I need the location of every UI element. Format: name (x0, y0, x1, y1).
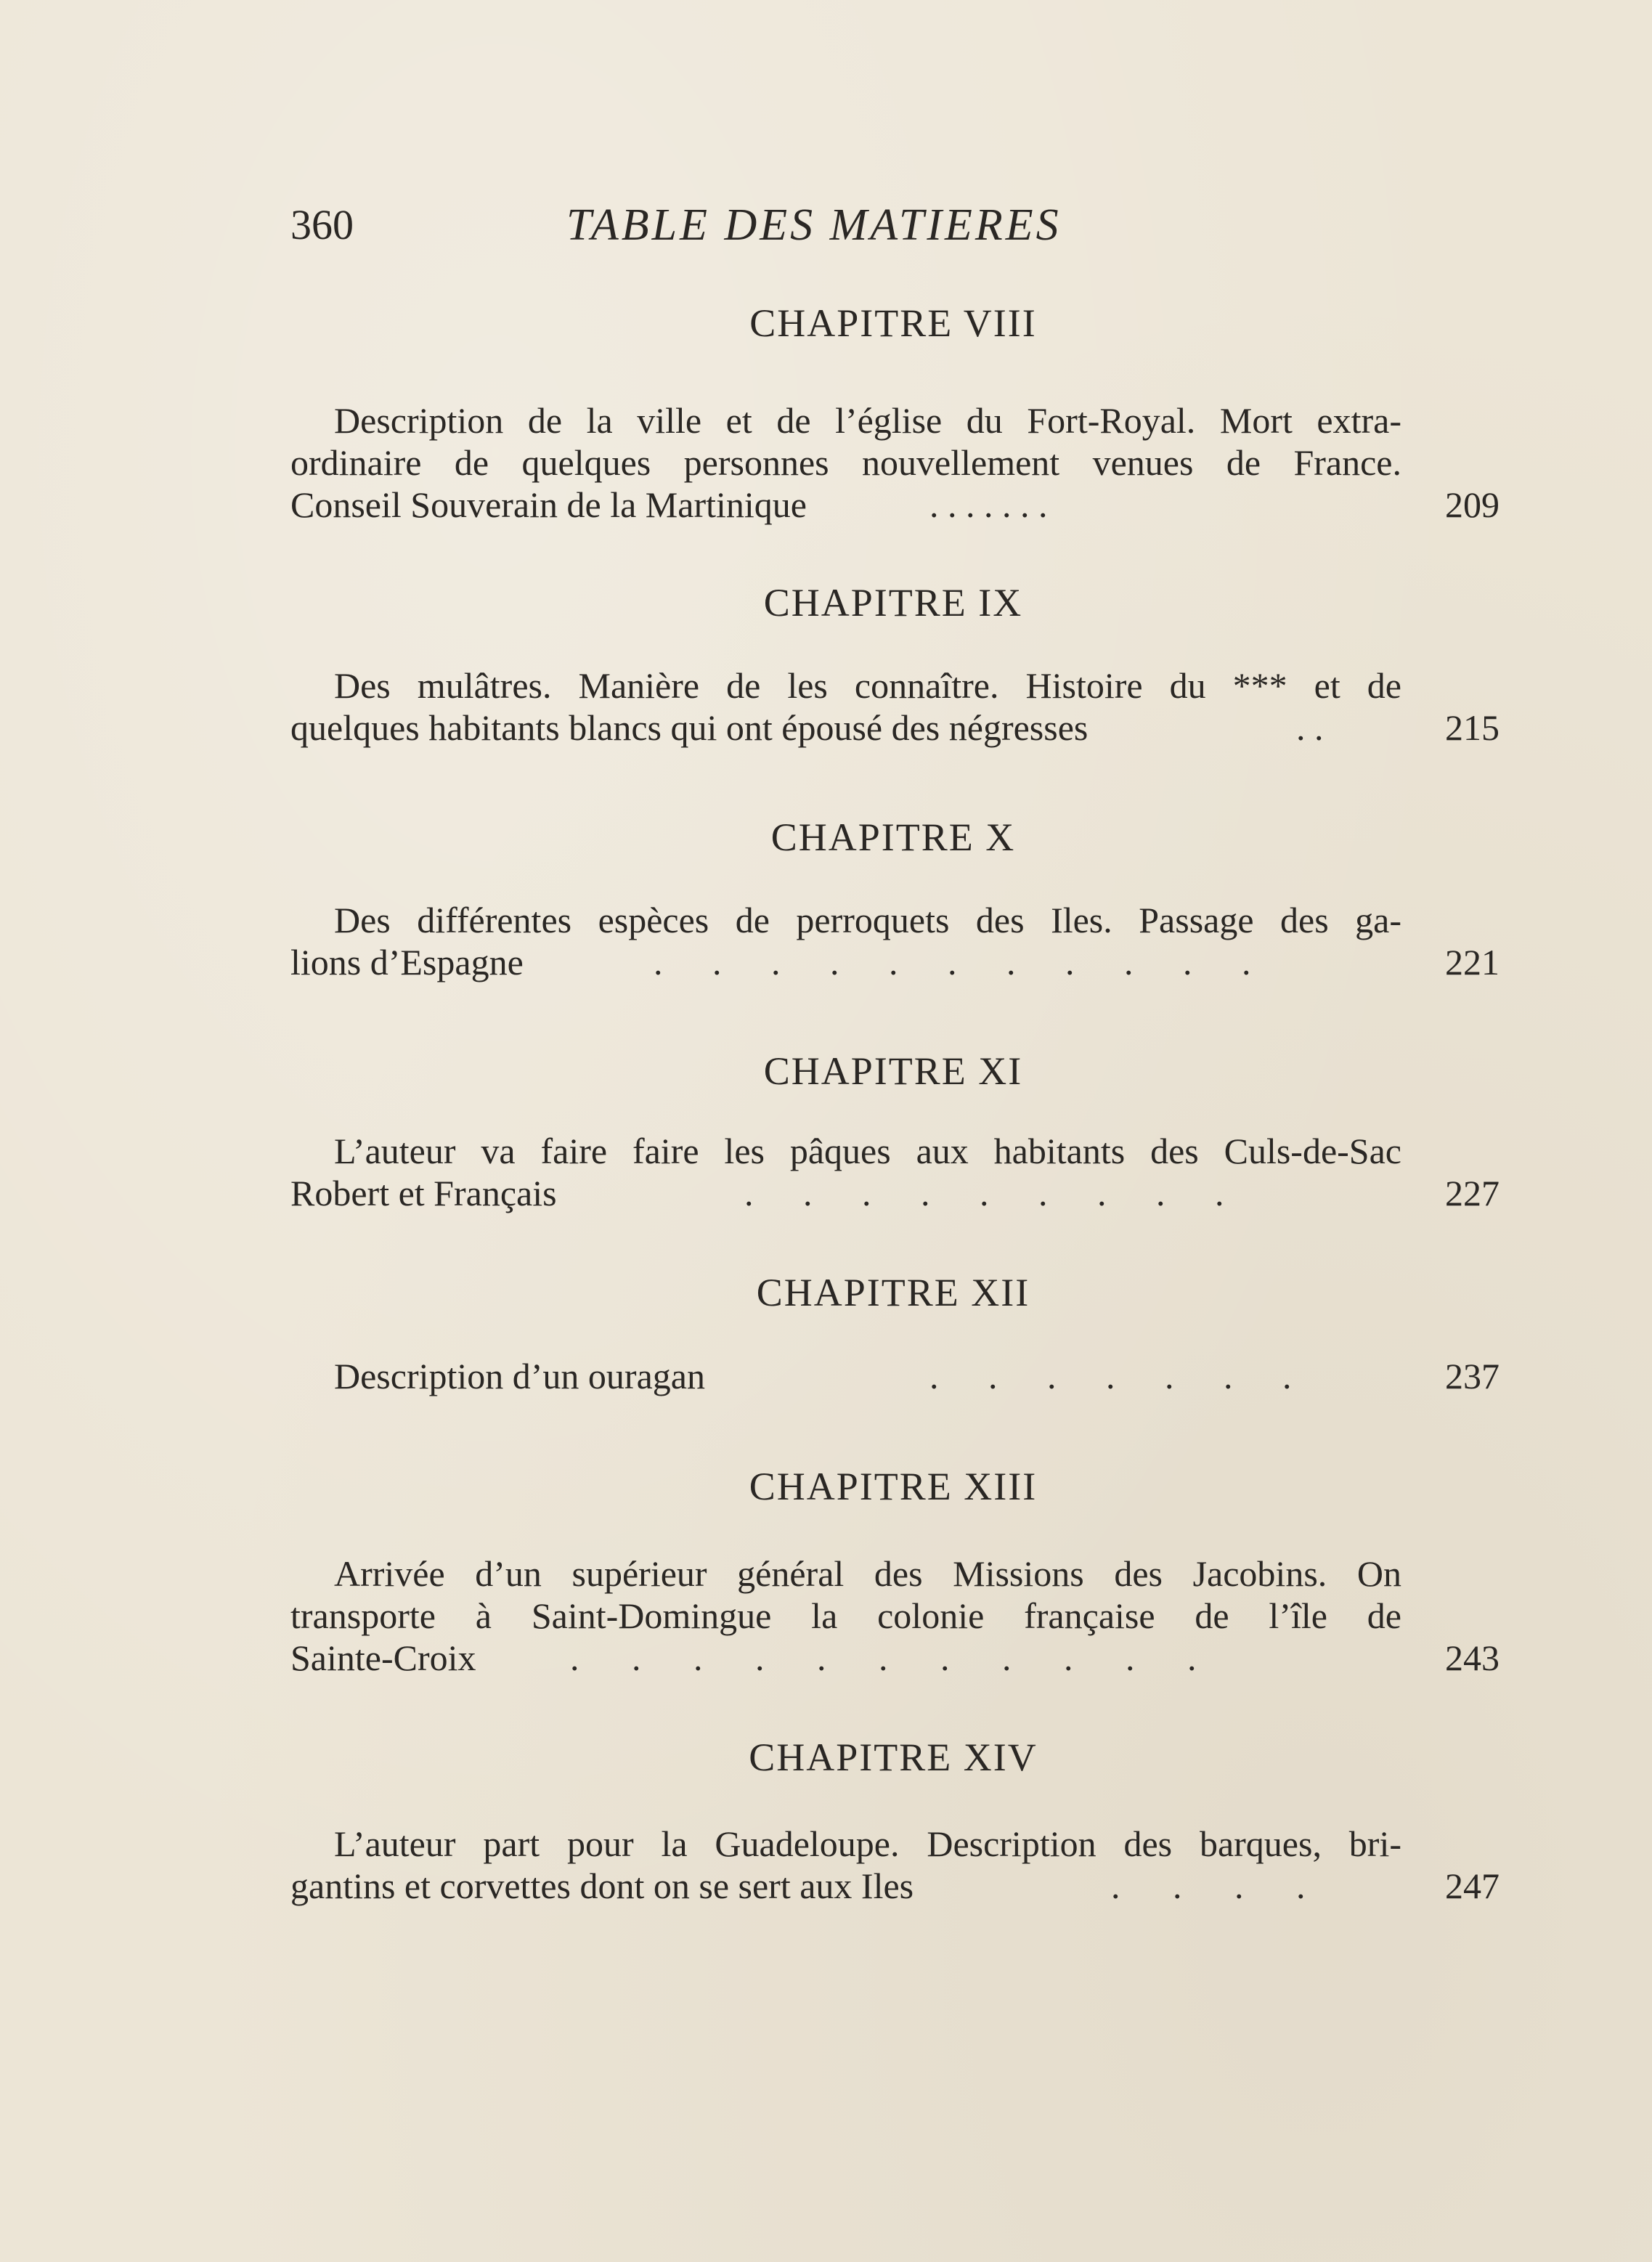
chapter-heading: CHAPITRE IX (763, 581, 1023, 625)
entry-line-last (290, 1637, 1500, 1679)
entry-line-last (290, 484, 1500, 526)
chapter-heading: CHAPITRE XI (763, 1049, 1023, 1093)
dot-leader: . . . . . . . (929, 484, 1048, 525)
entry-line: L’auteur va faire faire les pâques aux habitants des Culs-de-Sac (334, 1131, 1401, 1171)
entry-line-last (290, 941, 1500, 983)
page-reference: 247 (1445, 1866, 1500, 1906)
entry-line: L’auteur part pour la Guadeloupe. Description des barques, bri- (334, 1823, 1401, 1864)
entry-line: Description de la ville et de l’église du Fort-Royal. Mort extra- (334, 400, 1401, 441)
page-reference: 237 (1445, 1356, 1500, 1396)
dot-leader: . . . . . . . . . . . (570, 1637, 1218, 1678)
entry-text: quelques habitants blancs qui ont épousé des négresses (290, 707, 1089, 748)
entry-text: lions d’Espagne (290, 942, 524, 982)
dot-leader: . . . . . . . . . (744, 1173, 1245, 1213)
entry-text: Description d’un ouragan (334, 1356, 705, 1396)
entry-line-last (290, 1172, 1500, 1214)
entry-text: gantins et corvettes dont on se sert aux Iles (290, 1866, 914, 1906)
entry-line: transporte à Saint-Domingue la colonie française de l’île de (290, 1595, 1401, 1636)
chapter-heading: CHAPITRE XIII (749, 1465, 1038, 1508)
page-reference: 221 (1445, 942, 1500, 982)
page-reference: 215 (1445, 707, 1500, 748)
page-reference: 227 (1445, 1173, 1500, 1213)
dot-leader: . . (1296, 707, 1324, 748)
entry-line-last (290, 1355, 1500, 1397)
toc-entry[interactable] (290, 399, 1500, 526)
toc-entry[interactable] (290, 1130, 1500, 1214)
dot-leader: . . . . . . . (929, 1356, 1312, 1396)
page-number: 360 (290, 201, 354, 248)
entry-line: Des mulâtres. Manière de les connaître. Histoire du *** et de (334, 665, 1401, 706)
entry-line: Arrivée d’un supérieur général des Missions des Jacobins. On (334, 1553, 1401, 1594)
entry-text: Robert et Français (290, 1173, 557, 1213)
toc-entry[interactable] (290, 1553, 1500, 1679)
running-head (290, 196, 1496, 254)
toc-entry[interactable] (290, 899, 1500, 983)
page-reference: 243 (1445, 1637, 1500, 1678)
chapter-heading: CHAPITRE X (770, 815, 1016, 859)
running-title: TABLE DES MATIERES (566, 200, 1062, 250)
entry-text: Sainte-Croix (290, 1637, 476, 1678)
entry-line: Des différentes espèces de perroquets des Iles. Passage des ga- (334, 900, 1401, 940)
entry-line: ordinaire de quelques personnes nouvellement venues de France. (290, 442, 1401, 483)
toc-entry[interactable] (290, 664, 1500, 749)
dot-leader: . . . . . . . . . . . (654, 942, 1271, 982)
dot-leader: . . . . (1111, 1866, 1327, 1906)
entry-text: Conseil Souverain de la Martinique (290, 484, 807, 525)
chapter-heading: CHAPITRE XIV (749, 1736, 1038, 1779)
entry-line-last (290, 707, 1500, 749)
toc-entry[interactable] (290, 1823, 1500, 1907)
chapter-heading: CHAPITRE XII (756, 1271, 1030, 1314)
chapter-heading: CHAPITRE VIII (749, 301, 1037, 345)
page-reference: 209 (1445, 484, 1500, 525)
toc-entry[interactable] (290, 1355, 1500, 1397)
entry-line-last (290, 1865, 1500, 1907)
